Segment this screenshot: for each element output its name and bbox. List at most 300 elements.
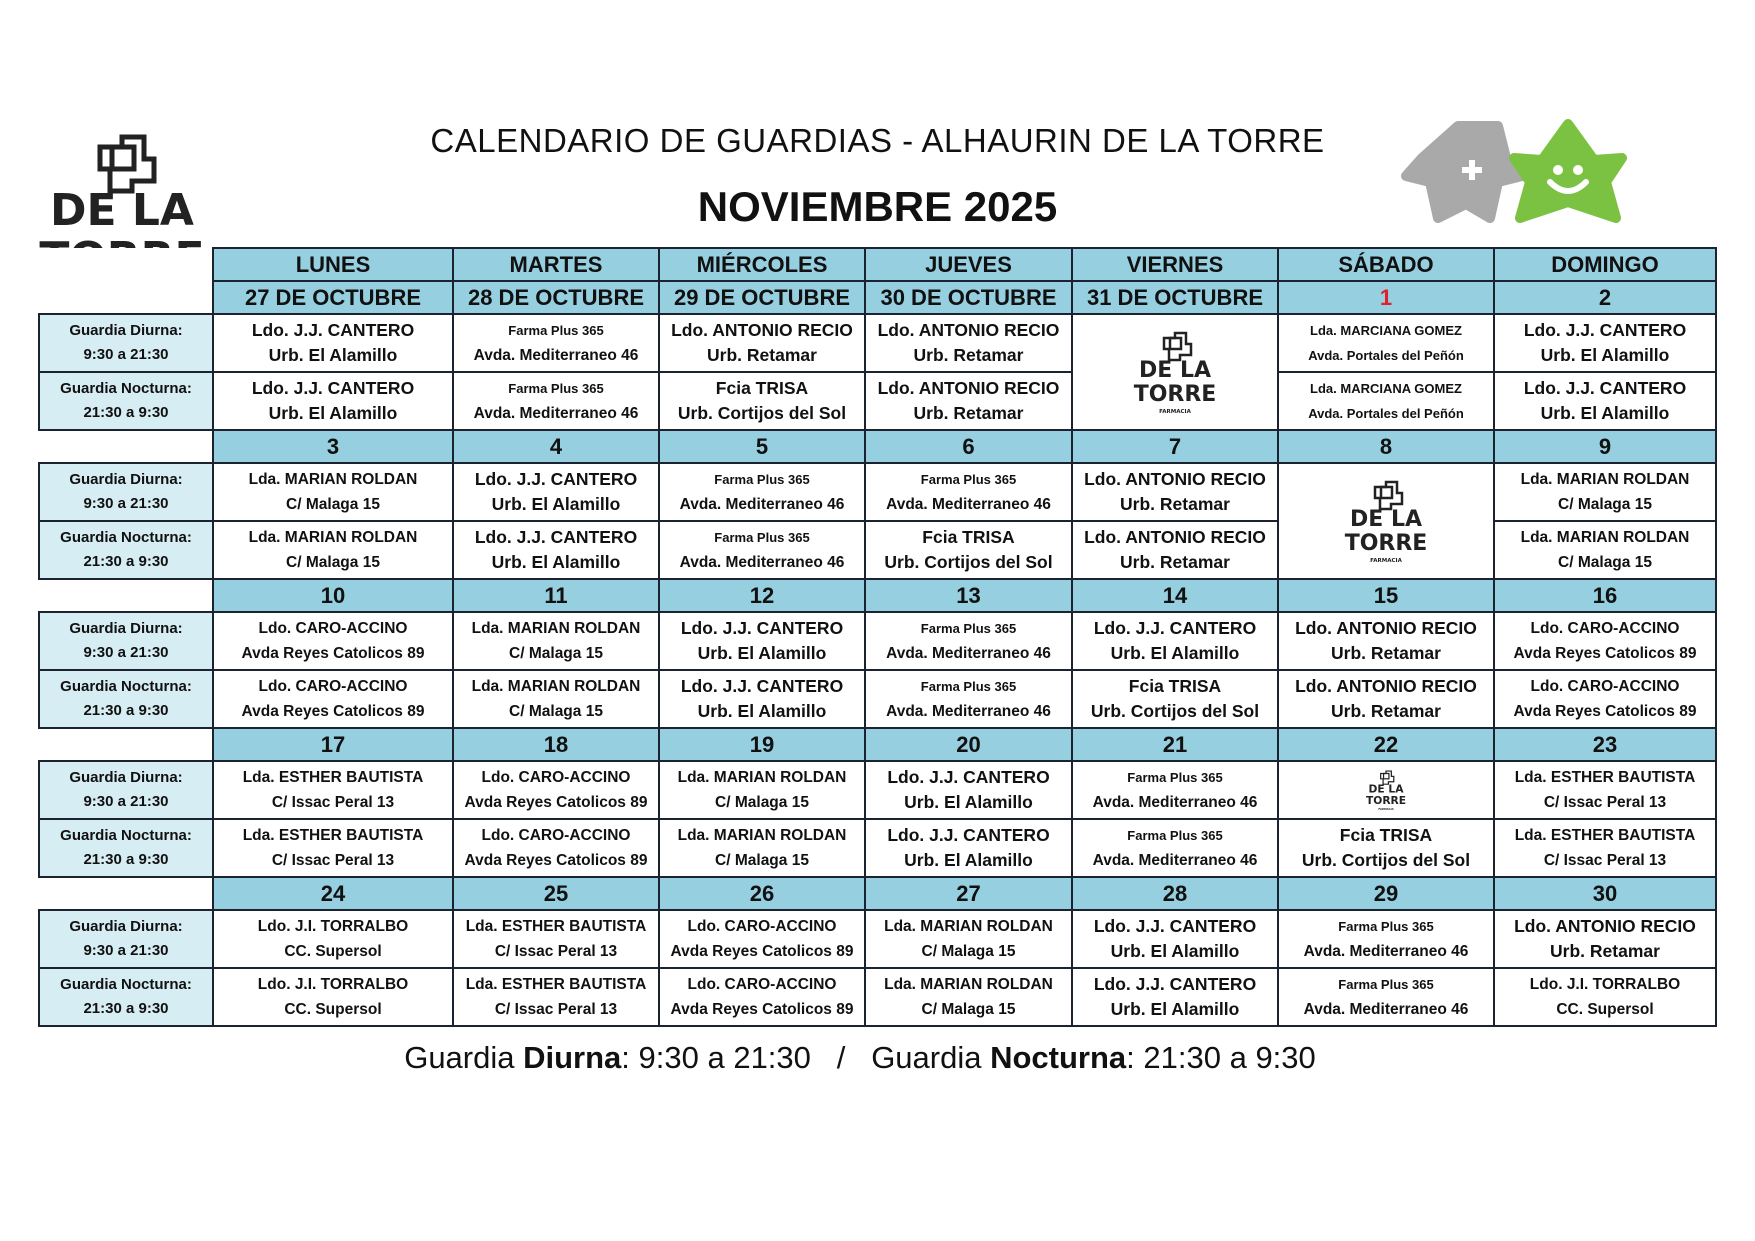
shift-label-line: Guardia Diurna: <box>69 918 183 935</box>
svg-text:DE LA: DE LA <box>1350 507 1422 532</box>
svg-text:DE LA: DE LA <box>1368 782 1404 796</box>
footer-part3: : 21:30 a 9:30 <box>1126 1040 1316 1075</box>
pharmacy-name: Farma Plus 365 <box>508 323 604 338</box>
corner-blank <box>39 248 213 281</box>
pharmacy-name: Ldo. ANTONIO RECIO <box>877 320 1060 340</box>
date-cell: 15 <box>1278 579 1494 612</box>
pharmacy-cell <box>213 819 453 877</box>
pharmacy-address: Urb. Retamar <box>1120 552 1230 572</box>
pharmacy-name: Farma Plus 365 <box>920 472 1017 487</box>
pharmacy-address: Urb. Cortijos del Sol <box>1301 850 1471 870</box>
pharmacy-address: Urb. El Alamillo <box>268 345 398 365</box>
pharmacy-cell <box>659 372 865 430</box>
pharmacy-cell <box>213 372 453 430</box>
pharmacy-address: C/ Malaga 15 <box>509 703 603 720</box>
date-cell: 30 <box>1494 877 1716 910</box>
pharmacy-cell <box>453 670 659 728</box>
svg-text:TORRE: TORRE <box>1344 531 1428 556</box>
pharmacy-name: Lda. ESTHER BAUTISTA <box>242 827 424 844</box>
pharmacy-address: Urb. Retamar <box>1331 701 1441 721</box>
date-row-blank <box>39 579 213 612</box>
day-name: MIÉRCOLES <box>659 248 865 281</box>
pharmacy-name: Ldo. J.I. TORRALBO <box>257 976 409 993</box>
pharmacy-cell <box>865 372 1072 430</box>
pharmacy-cell <box>659 463 865 521</box>
guard-row-nocturna <box>39 372 1716 430</box>
shift-label-line: Guardia Nocturna: <box>60 529 192 546</box>
pharmacy-address: C/ Malaga 15 <box>921 943 1016 960</box>
pharmacy-cell <box>213 910 453 968</box>
shift-label-line: Guardia Diurna: <box>69 769 183 786</box>
pharmacy-name: Ldo. J.J. CANTERO <box>474 527 638 547</box>
pharmacy-address: Avda Reyes Catolicos 89 <box>241 645 425 662</box>
date-row-blank <box>39 877 213 910</box>
shift-label-diurna <box>39 612 213 670</box>
pharmacy-name: Lda. MARCIANA GOMEZ <box>1310 323 1462 338</box>
pharmacy-cell <box>1278 819 1494 877</box>
svg-text:FARMACIA: FARMACIA <box>1378 807 1394 811</box>
pharmacy-name: Farma Plus 365 <box>714 472 810 487</box>
shift-label-line: Guardia Nocturna: <box>60 678 192 695</box>
pharmacy-name: Ldo. J.J. CANTERO <box>1093 916 1257 936</box>
pharmacy-address: Urb. Cortijos del Sol <box>1090 701 1260 721</box>
pharmacy-name: Lda. ESTHER BAUTISTA <box>242 769 424 786</box>
pharmacy-name: Farma Plus 365 <box>1127 828 1223 843</box>
pharmacy-cell <box>453 968 659 1026</box>
pharmacy-address: Avda. Portales del Peñón <box>1308 348 1464 363</box>
pharmacy-address: Urb. El Alamillo <box>697 643 827 663</box>
pharmacy-cell <box>1494 910 1716 968</box>
shift-label-nocturna <box>39 521 213 579</box>
pharmacy-address: CC. Supersol <box>284 943 382 960</box>
pharmacy-cell <box>213 761 453 819</box>
pharmacy-cell <box>1072 910 1278 968</box>
pharmacy-name: Ldo. J.J. CANTERO <box>1523 320 1687 340</box>
footer-diurna: Diurna <box>523 1040 622 1075</box>
pharmacy-cell <box>1494 372 1716 430</box>
date-cell: 29 <box>1278 877 1494 910</box>
pharmacy-address: C/ Issac Peral 13 <box>271 852 395 869</box>
date-cell: 13 <box>865 579 1072 612</box>
shift-label-nocturna <box>39 968 213 1026</box>
pharmacy-address: Avda. Portales del Peñón <box>1308 406 1464 421</box>
pharmacy-address: Avda Reyes Catolicos 89 <box>670 1001 854 1018</box>
day-name: DOMINGO <box>1494 248 1716 281</box>
pharmacy-name: Lda. MARIAN ROLDAN <box>677 769 847 786</box>
pharmacy-address: Avda. Mediterraneo 46 <box>886 645 1051 662</box>
pharmacy-cell <box>865 910 1072 968</box>
shift-label-nocturna <box>39 372 213 430</box>
day-name: VIERNES <box>1072 248 1278 281</box>
closed-logo-cell <box>1278 761 1494 819</box>
pharmacy-cell <box>213 612 453 670</box>
pharmacy-address: C/ Malaga 15 <box>509 645 603 662</box>
pharmacy-cell <box>1494 314 1716 372</box>
pharmacy-address: C/ Malaga 15 <box>1558 496 1652 513</box>
closed-logo-cell <box>1072 314 1278 430</box>
pharmacy-address: Urb. Retamar <box>1120 494 1230 514</box>
pharmacy-address: Urb. El Alamillo <box>904 792 1033 812</box>
date-cell: 31 DE OCTUBRE <box>1072 281 1278 314</box>
pharmacy-name: Lda. MARIAN ROLDAN <box>884 918 1053 935</box>
pharmacy-cell <box>865 670 1072 728</box>
shift-label-line: Guardia Diurna: <box>69 322 183 339</box>
pharmacy-cell <box>659 612 865 670</box>
guard-row-diurna <box>39 314 1716 372</box>
pharmacy-cell <box>1072 670 1278 728</box>
pharmacy-cell <box>865 968 1072 1026</box>
pharmacy-address: Urb. Retamar <box>707 345 817 365</box>
date-cell: 19 <box>659 728 865 761</box>
pharmacy-address: C/ Issac Peral 13 <box>494 943 618 960</box>
pharmacy-name: Ldo. J.I. TORRALBO <box>257 918 409 935</box>
pharmacy-name: Fcia TRISA <box>715 378 809 398</box>
pharmacy-cell <box>865 463 1072 521</box>
shift-label-line: Guardia Diurna: <box>69 471 183 488</box>
de-la-torre-logo <box>1344 475 1428 567</box>
pharmacy-address: C/ Malaga 15 <box>715 794 809 811</box>
pharmacy-name: Ldo. J.J. CANTERO <box>887 825 1050 845</box>
date-cell: 5 <box>659 430 865 463</box>
day-name: MARTES <box>453 248 659 281</box>
pharmacy-address: Avda Reyes Catolicos 89 <box>241 703 425 720</box>
pharmacy-name: Ldo. J.J. CANTERO <box>251 378 415 398</box>
footer-part1: Guardia <box>404 1040 524 1075</box>
pharmacy-address: Urb. El Alamillo <box>697 701 827 721</box>
date-cell: 14 <box>1072 579 1278 612</box>
pharmacy-cell <box>1494 761 1716 819</box>
shift-label-line: 9:30 a 21:30 <box>83 644 169 661</box>
pharmacy-cell <box>865 819 1072 877</box>
shift-label-line: 21:30 a 9:30 <box>83 851 169 868</box>
pharmacy-name: Fcia TRISA <box>1339 825 1433 845</box>
shift-label-line: 21:30 a 9:30 <box>83 553 169 570</box>
pharmacy-name: Lda. ESTHER BAUTISTA <box>465 976 647 993</box>
date-cell: 2 <box>1494 281 1716 314</box>
pharmacy-address: Urb. Retamar <box>913 403 1024 423</box>
pharmacy-address: C/ Issac Peral 13 <box>271 794 395 811</box>
pharmacy-cell <box>659 761 865 819</box>
pharmacy-name: Ldo. J.J. CANTERO <box>680 618 844 638</box>
pharmacy-name: Ldo. ANTONIO RECIO <box>1084 527 1266 547</box>
date-cell: 11 <box>453 579 659 612</box>
date-cell: 9 <box>1494 430 1716 463</box>
pharmacy-address: Urb. El Alamillo <box>1110 643 1240 663</box>
pharmacy-cell <box>659 314 865 372</box>
pharmacy-address: Urb. El Alamillo <box>1540 345 1670 365</box>
date-cell: 3 <box>213 430 453 463</box>
pharmacy-address: Avda Reyes Catolicos 89 <box>1513 645 1697 662</box>
pharmacy-address: C/ Malaga 15 <box>286 496 380 513</box>
pharmacy-name: Farma Plus 365 <box>1127 770 1223 785</box>
date-cell: 21 <box>1072 728 1278 761</box>
pharmacy-name: Ldo. ANTONIO RECIO <box>1514 916 1696 936</box>
pharmacy-name: Ldo. ANTONIO RECIO <box>1084 469 1266 489</box>
page-title: CALENDARIO DE GUARDIAS - ALHAURIN DE LA TORRE <box>430 122 1325 159</box>
shift-label-nocturna <box>39 670 213 728</box>
shift-label-line: Guardia Nocturna: <box>60 827 192 844</box>
pharmacy-name: Ldo. J.J. CANTERO <box>887 767 1050 787</box>
date-cell: 30 DE OCTUBRE <box>865 281 1072 314</box>
pharmacy-name: Ldo. J.J. CANTERO <box>1093 974 1257 994</box>
pharmacy-name: Ldo. ANTONIO RECIO <box>1295 676 1477 696</box>
shift-label-line: 21:30 a 9:30 <box>83 702 169 719</box>
pharmacy-cell <box>865 612 1072 670</box>
pharmacy-name: Ldo. ANTONIO RECIO <box>877 378 1060 398</box>
svg-text:FARMACIA: FARMACIA <box>1370 558 1402 564</box>
pharmacy-address: C/ Malaga 15 <box>921 1001 1016 1018</box>
pharmacy-name: Lda. ESTHER BAUTISTA <box>1514 769 1696 786</box>
shift-label-line: 21:30 a 9:30 <box>83 1000 169 1017</box>
pharmacy-address: Avda. Mediterraneo 46 <box>1092 794 1258 811</box>
pharmacy-cell <box>1072 521 1278 579</box>
shift-label-line: Guardia Nocturna: <box>60 380 192 397</box>
shift-label-diurna <box>39 761 213 819</box>
pharmacy-name: Lda. MARIAN ROLDAN <box>248 471 418 488</box>
pharmacy-address: Avda Reyes Catolicos 89 <box>464 852 648 869</box>
pharmacy-cell <box>213 968 453 1026</box>
pharmacy-cell <box>213 314 453 372</box>
pharmacy-address: Avda. Mediterraneo 46 <box>1092 852 1258 869</box>
svg-text:TORRE: TORRE <box>1365 794 1407 808</box>
date-cell: 10 <box>213 579 453 612</box>
pharmacy-address: Urb. El Alamillo <box>1110 941 1240 961</box>
pharmacy-name: Lda. MARIAN ROLDAN <box>1520 529 1690 546</box>
svg-text:FARMACIA: FARMACIA <box>1159 409 1191 415</box>
pharmacy-cell <box>453 314 659 372</box>
pharmacy-name: Ldo. J.J. CANTERO <box>1523 378 1687 398</box>
pharmacy-cell <box>1072 819 1278 877</box>
pharmacy-address: Urb. Retamar <box>913 345 1024 365</box>
pharmacy-cell <box>1072 761 1278 819</box>
date-cell: 17 <box>213 728 453 761</box>
date-cell: 16 <box>1494 579 1716 612</box>
date-cell: 23 <box>1494 728 1716 761</box>
footer-part2: : 9:30 a 21:30 / Guardia <box>621 1040 991 1075</box>
date-cell: 7 <box>1072 430 1278 463</box>
pharmacy-cell <box>1278 910 1494 968</box>
pharmacy-cell <box>453 372 659 430</box>
pharmacy-name: Ldo. ANTONIO RECIO <box>671 320 853 340</box>
pharmacy-cell <box>213 463 453 521</box>
date-cell: 18 <box>453 728 659 761</box>
pharmacy-cell <box>453 910 659 968</box>
pharmacy-name: Ldo. CARO-ACCINO <box>1530 620 1680 637</box>
guard-row-diurna <box>39 612 1716 670</box>
pharmacy-cell <box>1494 521 1716 579</box>
logo-line1: DE LA <box>50 185 194 236</box>
date-cell: 6 <box>865 430 1072 463</box>
pharmacy-cell <box>865 314 1072 372</box>
pharmacy-cell <box>1494 968 1716 1026</box>
shift-label-line: Guardia Diurna: <box>69 620 183 637</box>
pharmacy-cell <box>453 521 659 579</box>
pharmacy-address: C/ Malaga 15 <box>286 554 380 571</box>
pharmacy-cell <box>1072 612 1278 670</box>
pharmacy-cell <box>1278 968 1494 1026</box>
date-row-blank <box>39 728 213 761</box>
pharmacy-cell <box>213 670 453 728</box>
pharmacy-cell <box>659 968 865 1026</box>
shift-label-line: 9:30 a 21:30 <box>83 793 169 810</box>
month-title: NOVIEMBRE 2025 <box>697 183 1058 230</box>
pharmacy-name: Lda. ESTHER BAUTISTA <box>1514 827 1696 844</box>
pharmacy-name: Lda. MARIAN ROLDAN <box>248 529 418 546</box>
guard-row-diurna <box>39 463 1716 521</box>
pharmacy-cell <box>453 612 659 670</box>
de-la-torre-logo <box>1133 326 1217 418</box>
footer-nocturna: Nocturna <box>990 1040 1127 1075</box>
pharmacy-name: Lda. MARIAN ROLDAN <box>471 678 641 695</box>
pharmacy-name: Ldo. CARO-ACCINO <box>1530 678 1680 695</box>
pharmacy-cell <box>453 463 659 521</box>
pharmacy-address: Avda. Mediterraneo 46 <box>679 496 845 513</box>
day-name: SÁBADO <box>1278 248 1494 281</box>
pharmacy-cell <box>659 670 865 728</box>
pharmacy-address: Avda. Mediterraneo 46 <box>473 405 639 422</box>
pharmacy-name: Lda. MARIAN ROLDAN <box>1520 471 1690 488</box>
de-la-torre-logo <box>1365 768 1407 812</box>
pharmacy-name: Ldo. CARO-ACCINO <box>258 620 408 637</box>
pharmacy-address: Avda. Mediterraneo 46 <box>1303 943 1469 960</box>
pharmacy-address: Urb. Cortijos del Sol <box>884 552 1053 572</box>
date-cell: 28 DE OCTUBRE <box>453 281 659 314</box>
pharmacy-address: Urb. El Alamillo <box>904 850 1033 870</box>
pharmacy-cell <box>1278 612 1494 670</box>
pharmacy-address: Avda Reyes Catolicos 89 <box>670 943 854 960</box>
date-cell: 27 DE OCTUBRE <box>213 281 453 314</box>
date-cell: 20 <box>865 728 1072 761</box>
shift-label-line: 9:30 a 21:30 <box>83 346 169 363</box>
date-cell: 24 <box>213 877 453 910</box>
pharmacy-address: Avda Reyes Catolicos 89 <box>1513 703 1697 720</box>
date-cell: 22 <box>1278 728 1494 761</box>
pharmacy-name: Lda. MARIAN ROLDAN <box>884 976 1053 993</box>
date-row <box>39 728 1716 761</box>
shift-label-diurna <box>39 314 213 372</box>
pharmacy-name: Ldo. ANTONIO RECIO <box>1295 618 1477 638</box>
pharmacy-name: Lda. MARIAN ROLDAN <box>471 620 641 637</box>
pharmacy-name: Ldo. CARO-ACCINO <box>481 769 631 786</box>
shift-label-line: Guardia Nocturna: <box>60 976 192 993</box>
pharmacy-address: Avda Reyes Catolicos 89 <box>464 794 648 811</box>
shift-label-nocturna <box>39 819 213 877</box>
guard-row-nocturna <box>39 670 1716 728</box>
pharmacy-cell <box>1072 463 1278 521</box>
pharmacy-address: Urb. El Alamillo <box>491 494 621 514</box>
date-cell: 8 <box>1278 430 1494 463</box>
pharmacy-name: Ldo. J.J. CANTERO <box>251 320 415 340</box>
pharmacy-name: Ldo. CARO-ACCINO <box>687 976 837 993</box>
pharmacy-name: Lda. MARCIANA GOMEZ <box>1310 381 1462 396</box>
pharmacy-address: Urb. Retamar <box>1331 643 1441 663</box>
pharmacy-cell <box>453 819 659 877</box>
pharmacy-address: Avda. Mediterraneo 46 <box>886 703 1051 720</box>
pharmacy-cell <box>659 910 865 968</box>
date-row-blank <box>39 430 213 463</box>
date-cell: 29 DE OCTUBRE <box>659 281 865 314</box>
pharmacy-address: Urb. El Alamillo <box>1540 403 1670 423</box>
pharmacy-address: Urb. El Alamillo <box>268 403 398 423</box>
pharmacy-cell <box>1494 612 1716 670</box>
date-row <box>39 877 1716 910</box>
pharmacy-address: Urb. Retamar <box>1550 941 1660 961</box>
pharmacy-cell <box>659 819 865 877</box>
date-cell: 12 <box>659 579 865 612</box>
pharmacy-name: Ldo. CARO-ACCINO <box>687 918 837 935</box>
pharmacy-address: C/ Malaga 15 <box>1558 554 1652 571</box>
guard-row-diurna <box>39 761 1716 819</box>
pharmacy-address: CC. Supersol <box>1556 1001 1654 1018</box>
pharmacy-name: Ldo. CARO-ACCINO <box>258 678 408 695</box>
date-row <box>39 430 1716 463</box>
pharmacy-cell <box>1072 968 1278 1026</box>
svg-text:TORRE: TORRE <box>1133 382 1217 407</box>
pharmacy-name: Ldo. CARO-ACCINO <box>481 827 631 844</box>
pharmacy-cell <box>1494 819 1716 877</box>
date-cell: 27 <box>865 877 1072 910</box>
pharmacy-address: CC. Supersol <box>284 1001 382 1018</box>
pharmacy-name: Ldo. J.J. CANTERO <box>474 469 638 489</box>
guard-calendar-table <box>38 247 1717 1027</box>
pharmacy-name: Farma Plus 365 <box>714 530 810 545</box>
svg-text:DE LA: DE LA <box>1139 358 1211 383</box>
pharmacy-cell <box>1494 670 1716 728</box>
pharmacy-name: Lda. MARIAN ROLDAN <box>677 827 847 844</box>
date-row <box>39 281 1716 314</box>
pharmacy-cell <box>213 521 453 579</box>
pharmacy-name: Farma Plus 365 <box>920 679 1017 694</box>
pharmacy-name: Ldo. J.J. CANTERO <box>1093 618 1257 638</box>
pharmacy-name: Lda. ESTHER BAUTISTA <box>465 918 647 935</box>
pharmacy-name: Fcia TRISA <box>1128 676 1222 696</box>
day-names-row <box>39 248 1716 281</box>
shift-label-diurna <box>39 463 213 521</box>
pharmacy-cell <box>1494 463 1716 521</box>
date-cell: 25 <box>453 877 659 910</box>
pharmacy-cell <box>1278 372 1494 430</box>
pharmacy-cell <box>1278 314 1494 372</box>
pharmacy-address: C/ Malaga 15 <box>715 852 809 869</box>
pharmacy-name: Farma Plus 365 <box>920 621 1017 636</box>
pharmacy-address: Avda. Mediterraneo 46 <box>679 554 845 571</box>
guard-row-nocturna <box>39 968 1716 1026</box>
pharmacy-address: Avda. Mediterraneo 46 <box>473 347 639 364</box>
pharmacy-cell <box>1278 670 1494 728</box>
shift-label-diurna <box>39 910 213 968</box>
pharmacy-address: Urb. El Alamillo <box>491 552 621 572</box>
date-cell: 26 <box>659 877 865 910</box>
pharmacy-address: Avda. Mediterraneo 46 <box>1303 1001 1469 1018</box>
day-name: LUNES <box>213 248 453 281</box>
shift-label-line: 9:30 a 21:30 <box>83 942 169 959</box>
shift-label-line: 9:30 a 21:30 <box>83 495 169 512</box>
date-cell: 4 <box>453 430 659 463</box>
pharmacy-cell <box>659 521 865 579</box>
guard-row-diurna <box>39 910 1716 968</box>
pharmacy-name: Farma Plus 365 <box>1338 977 1434 992</box>
guard-row-nocturna <box>39 819 1716 877</box>
footer-legend <box>0 1040 1720 1076</box>
pharmacy-name: Ldo. J.J. CANTERO <box>680 676 844 696</box>
date-cell: 28 <box>1072 877 1278 910</box>
pharmacy-name: Farma Plus 365 <box>508 381 604 396</box>
date-row <box>39 579 1716 612</box>
closed-logo-cell <box>1278 463 1494 579</box>
pharmacy-cell <box>865 521 1072 579</box>
pharmacy-address: Urb. El Alamillo <box>1110 999 1240 1019</box>
pharmacy-address: Urb. Cortijos del Sol <box>677 403 847 423</box>
